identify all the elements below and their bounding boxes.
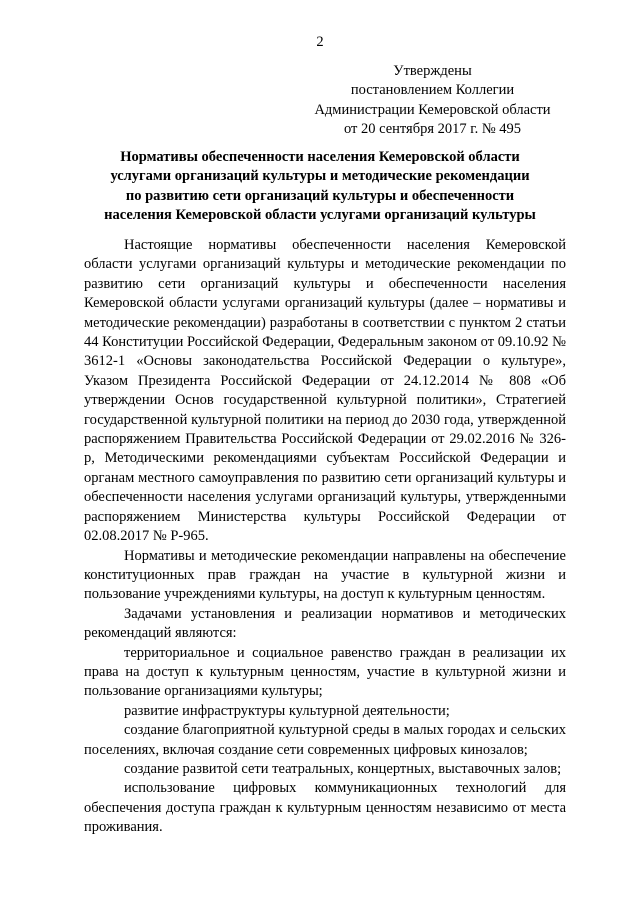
paragraph: Настоящие нормативы обеспеченности населения Кемеровской области услугами организаций культуры и методические рекомендации по развитию сети организаций культуры и обеспеченности населения Кемеровской области услугами организаций культуры (далее – нормативы и методические рекомендации) разработаны в соответствии с пунктом 2 статьи 44 Конституции Российской Федерации, Федеральным законом от 09.10.92 № 3612-1 «Основы законодательства Российской Федерации о культуре», Указом Президента Российской Федерации от 24.12.2014 № 808 «Об утверждении Основ государственной культурной политики», Стратегией государственной культурной политики на период до 2030 года, утвержденной распоряжением Правительства Российской Федерации от 29.02.2016 № 326-р, Методическими рекомендациями субъектам Российской Федерации и органам местного самоуправления по развитию сети организаций культуры и обеспеченности населения услугами организаций культуры, утвержденными распоряжением Министерства культуры Российской Федерации от 02.08.2017 № Р-965. xyxy=(84,237,566,545)
title-line: по развитию сети организаций культуры и обеспеченности xyxy=(125,187,515,204)
title-line: населения Кемеровской области услугами организаций культуры xyxy=(104,207,536,224)
paragraph: создание развитой сети театральных, концертных, выставочных залов; xyxy=(124,760,562,777)
title-line: Нормативы обеспеченности населения Кемеровской области xyxy=(120,149,520,165)
approval-line: постановлением Коллегии xyxy=(350,82,515,99)
approval-line: Утверждены xyxy=(393,63,472,79)
paragraph: использование цифровых коммуникационных технологий для обеспечения доступа граждан к культурным ценностям независимо от места проживания. xyxy=(84,780,566,836)
document-body xyxy=(84,236,566,838)
paragraph: создание благоприятной культурной среды в малых городах и сельских поселениях, включая создание сети современных цифровых кинозалов; xyxy=(84,722,566,758)
title-line: услугами организаций культуры и методические рекомендации xyxy=(110,168,530,185)
document-title xyxy=(60,148,580,226)
paragraph: территориальное и социальное равенство граждан в реализации их права на доступ к культурным ценностям, участие в культурной жизни и пользование организациями культуры; xyxy=(84,644,566,700)
paragraph: развитие инфраструктуры культурной деятельности; xyxy=(124,702,450,719)
approval-line: Администрации Кемеровской области xyxy=(314,101,551,118)
paragraph: Нормативы и методические рекомендации направлены на обеспечение конституционных прав граждан на участие в культурной жизни и пользование учреждениями культуры, на доступ к культурным ценностям. xyxy=(84,547,566,603)
approval-stamp xyxy=(300,62,565,140)
paragraph: Задачами установления и реализации нормативов и методических рекомендаций являются: xyxy=(84,605,566,642)
approval-line: от 20 сентября 2017 г. № 495 xyxy=(343,121,522,138)
page-number: 2 xyxy=(316,34,324,50)
